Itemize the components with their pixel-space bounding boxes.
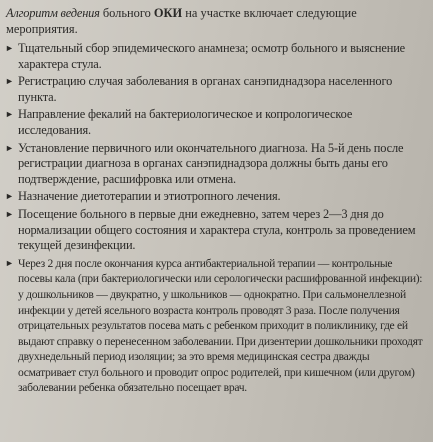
intro-paragraph xyxy=(6,6,426,37)
list-item-text: Направление фекалий на бактериологическое и копрологическое исследования. xyxy=(18,107,353,137)
list-item xyxy=(4,107,427,138)
list-item xyxy=(4,141,427,188)
list-item xyxy=(4,207,427,254)
triangle-bullet-icon: ► xyxy=(5,43,14,53)
list-item xyxy=(4,74,427,105)
list-item xyxy=(4,189,427,205)
triangle-bullet-icon: ► xyxy=(5,76,14,87)
triangle-bullet-icon: ► xyxy=(5,257,14,268)
intro-lead: Алгоритм ведения xyxy=(6,6,100,20)
intro-tail: на участке включает следующие мероприятия. xyxy=(6,6,357,36)
list-item-text: Через 2 дня после окончания курса антибактериальной терапии — контрольные посевы кала (при бактериологически или серологически расшифрованной инфекции): у дошкольников — двукратно, у школьников — однократно. При сальмонеллезной инфекции у детей ясельного возраста контроль проводят 3 раза. После получения отрицательных результатов посева мать с ребенком приходит в поликлинику, где ей выдают справку о перенесенном заболевании. При дизентерии дошкольники проходят двухнедельный период изоляции; за это время медицинская сестра дважды осматривает стул больного и проводит опрос родителей, при кишечном (или другом) заболевании ребенка обязательно посещает врач. xyxy=(18,256,423,395)
list-item-text: Установление первичного или окончательного диагноза. На 5-й день после регистрации диагноза в органах санэпиднадзора должны быть даны его подтверждение, расшифровка или отмена. xyxy=(18,140,404,186)
list-item xyxy=(4,256,427,396)
intro-middle: больного xyxy=(99,6,154,20)
list-item-text: Тщательный сбор эпидемического анамнеза; осмотр больного и выяснение характера стула. xyxy=(18,41,406,71)
triangle-bullet-icon: ► xyxy=(5,191,14,202)
list-item-text: Назначение диетотерапии и этиотропного лечения. xyxy=(18,189,281,204)
list-item xyxy=(4,41,427,72)
triangle-bullet-icon: ► xyxy=(5,208,14,219)
measures-list xyxy=(4,41,427,398)
triangle-bullet-icon: ► xyxy=(5,109,14,120)
list-item-text: Посещение больного в первые дни ежедневно, затем через 2—3 дня до нормализации общего состояния и характера стула, контроль за проведением текущей дезинфекции. xyxy=(18,206,416,253)
intro-term: ОКИ xyxy=(153,6,183,20)
list-item-text: Регистрацию случая заболевания в органах санэпиднадзора населенного пункта. xyxy=(18,74,393,104)
triangle-bullet-icon: ► xyxy=(5,142,14,153)
